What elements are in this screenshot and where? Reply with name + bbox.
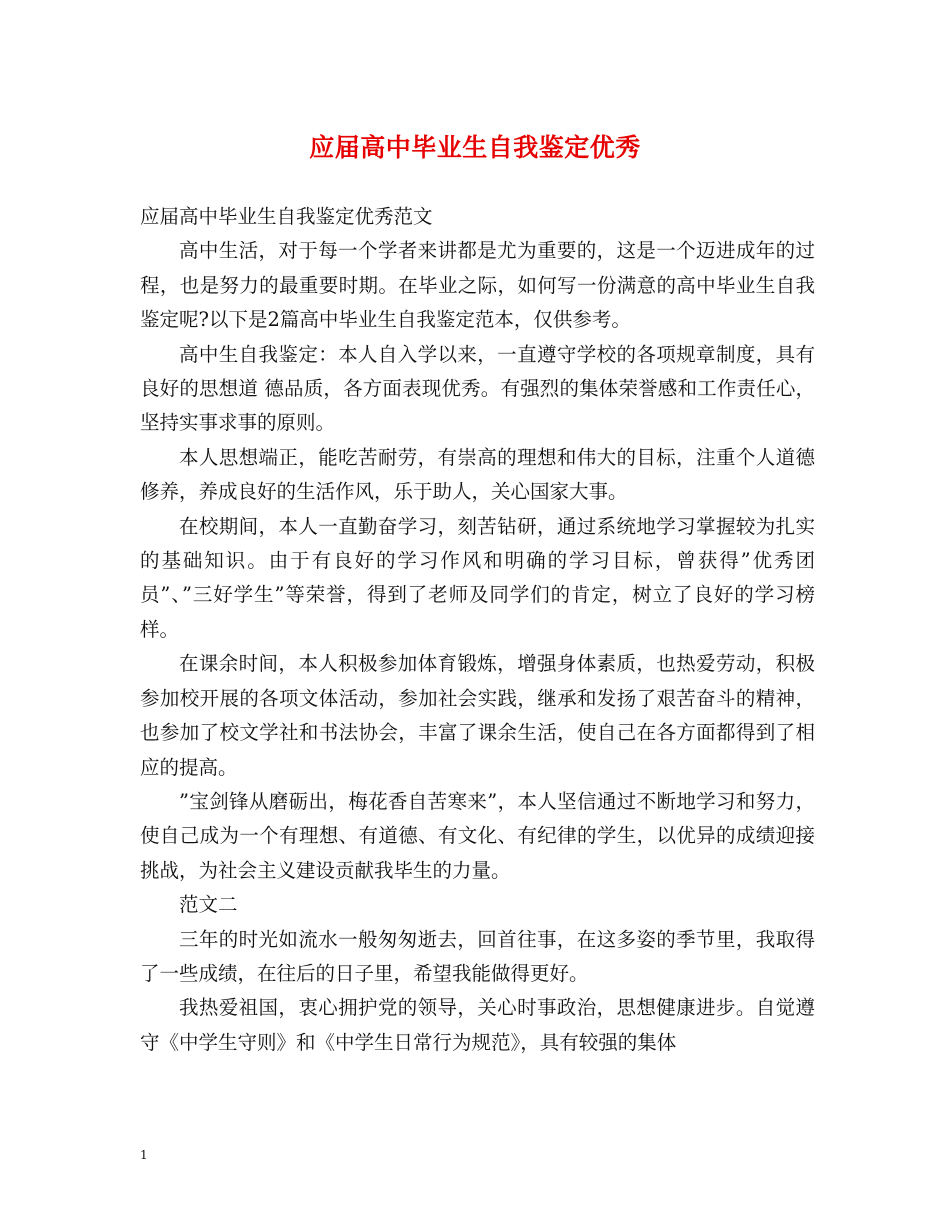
document-title: 应届高中毕业生自我鉴定优秀 — [309, 133, 641, 162]
document-subtitle: 应届高中毕业生自我鉴定优秀范文 — [140, 205, 433, 228]
paragraph: 高中生自我鉴定：本人自入学以来，一直遵守学校的各项规章制度，具有良好的思想道 德品质，各方面表现优秀。有强烈的集体荣誉感和工作责任心，坚持实事求事的原则。 — [140, 342, 815, 435]
paragraph: 我热爱祖国，衷心拥护党的领导，关心时事政治，思想健康进步。自觉遵守《中学生守则》和《中学生日常行为规范》，具有较强的集体 — [140, 996, 815, 1054]
page-number: 1 — [140, 1148, 148, 1162]
paragraph: 三年的时光如流水一般匆匆逝去，回首往事，在这多姿的季节里，我取得了一些成绩，在往后的日子里，希望我能做得更好。 — [140, 927, 815, 985]
paragraph: 本人思想端正，能吃苦耐劳，有崇高的理想和伟大的目标，注重个人道德修养，养成良好的生活作风，乐于助人，关心国家大事。 — [140, 445, 815, 504]
paragraph: 在课余时间，本人积极参加体育锻炼，增强身体素质，也热爱劳动，积极参加校开展的各项文体活动，参加社会实践，继承和发扬了艰苦奋斗的精神，也参加了校文学社和书法协会，丰富了课余生活，使自己在各方面都得到了相应的提高。 — [140, 652, 815, 779]
paragraph: ”宝剑锋从磨砺出，梅花香自苦寒来”，本人坚信通过不断地学习和努力，使自己成为一个有理想、有道德、有文化、有纪律的学生，以优异的成绩迎接挑战，为社会主义建设贡献我毕生的力量。 — [140, 789, 815, 882]
document-body — [140, 200, 815, 1060]
paragraph: 高中生活，对于每一个学者来讲都是尤为重要的，这是一个迈进成年的过程，也是努力的最重要时期。在毕业之际，如何写一份满意的高中毕业生自我鉴定呢?以下是2篇高中毕业生自我鉴定范本，仅供参考。 — [140, 239, 815, 332]
section-heading: 范文二 — [179, 893, 238, 917]
paragraph: 在校期间，本人一直勤奋学习，刻苦钻研，通过系统地学习掌握较为扎实的基础知识。由于有良好的学习作风和明确的学习目标，曾获得”优秀团员”、”三好学生”等荣誉，得到了老师及同学们的肯定，树立了良好的学习榜样。 — [140, 514, 815, 641]
